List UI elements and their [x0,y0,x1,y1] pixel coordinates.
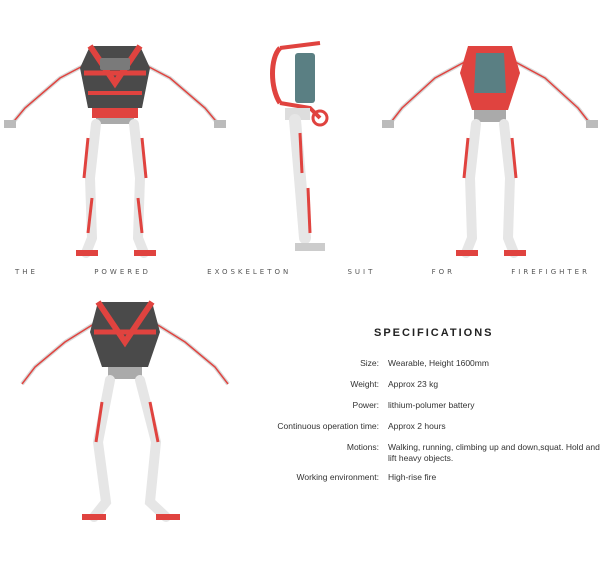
spec-label: Power: [352,400,379,410]
exoskeleton-perspective-view [10,292,240,532]
spec-label: Weight: [350,379,379,389]
specifications-table [270,358,600,492]
spec-label: Continuous operation time: [277,421,379,431]
spec-value: lithium-polumer battery [388,400,475,410]
spec-row [270,379,600,400]
spec-label: Motions: [346,442,379,452]
spec-label: Working environment: [296,472,379,482]
spec-value: High-rise fire [388,472,437,482]
tagline-word: SUIT [347,268,376,276]
spec-row [270,358,600,379]
tagline [15,268,590,276]
spec-value: Approx 23 kg [388,379,439,389]
spec-label: Size: [360,358,379,368]
spec-value: Walking, running, climbing up and down,squat. Hold and lift heavy objects. [388,442,600,463]
tagline-word: POWERED [94,268,151,276]
tagline-word: FOR [431,268,456,276]
spec-value: Approx 2 hours [388,421,446,431]
spec-row [270,421,600,442]
exoskeleton-side-view [250,38,360,268]
spec-value: Wearable, Height 1600mm [388,358,489,368]
spec-row [270,400,600,421]
tagline-word: THE [15,268,38,276]
specifications-title: SPECIFICATIONS [374,327,494,339]
exoskeleton-back-view [380,38,600,268]
tagline-word: FIREFIGHTER [511,268,590,276]
exoskeleton-front-view [0,38,230,268]
spec-row [270,472,600,492]
tagline-word: EXOSKELETON [207,268,292,276]
spec-row [270,442,600,472]
